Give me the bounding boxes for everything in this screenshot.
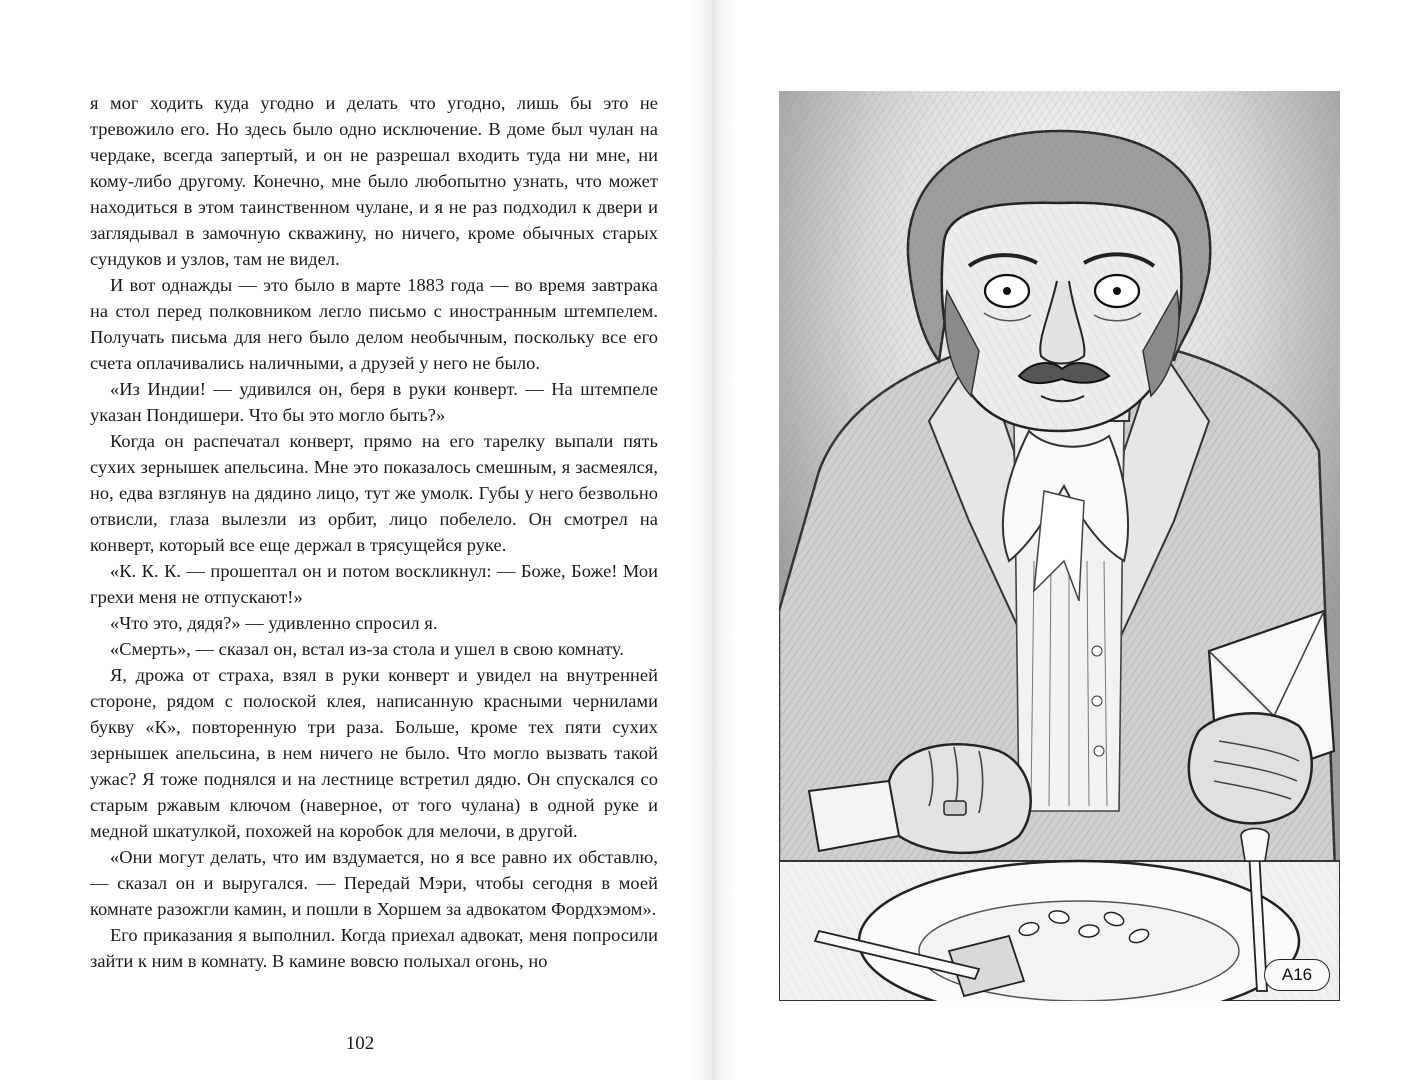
right-hand	[1189, 713, 1312, 823]
paragraph-4: Когда он распечатал конверт, прямо на его тарелку выпали пять сухих зернышек апельсина. Мне это показалось смешным, я засмеялся, но, едва взглянув на дядино лицо, тут же умолк. Губы у него безвольно отвисли, глаза вылезли из орбит, лицо побелело. Он смотрел на конверт, который все еще держал в трясущейся руке.	[90, 431, 658, 555]
paragraph-10: Его приказания я выполнил. Когда приехал адвокат, меня попросили зайти к ним в комнату. В камине вовсю полыхал огонь, но	[90, 925, 658, 971]
left-page	[90, 90, 658, 990]
paragraph-7: «Смерть», — сказал он, встал из-за стола и ушел в свою комнату.	[110, 639, 624, 659]
paragraph-6: «Что это, дядя?» — удивленно спросил я.	[110, 613, 438, 633]
paragraph-5: «К. К. К. — прошептал он и потом воскликнул: — Боже, Боже! Мои грехи меня не отпускают!»	[90, 561, 658, 607]
illustration-drawing	[779, 91, 1340, 1001]
page-number: 102	[345, 1033, 375, 1054]
paragraph-8: Я, дрожа от страха, взял в руки конверт и увидел на внутренней стороне, рядом с полоской клея, написанную красными чернилами букву «К», повторенную три раза. Больше, кроме тех пяти сухих зернышек апельсина, в нем ничего не было. Что могло вызвать такой ужас? Я тоже поднялся и на лестнице встретил дядю. Он спускался со старым ржавым ключом (наверное, от того чулана) в одной руке и медной шкатулкой, похожей на коробок для мелочи, в другой.	[90, 665, 658, 841]
book-gutter	[690, 0, 736, 1080]
page-text	[90, 90, 658, 974]
pencil-illustration-colonel	[779, 91, 1340, 1001]
illustrator-monogram: A16	[1264, 959, 1330, 991]
paragraph-9: «Они могут делать, что им вздумается, но я все равно их обставлю, — сказал он и выругался. — Передай Мэри, чтобы сегодня в моей комнате разожгли камин, и пошли в Хоршем за адвокатом Фордхэмом».	[90, 847, 658, 919]
paragraph-3: «Из Индии! — удивился он, беря в руки конверт. — На штемпеле указан Пондишери. Что бы это могло быть?»	[90, 379, 658, 425]
paragraph-2: И вот однажды — это было в марте 1883 года — во время завтрака на стол перед полковником легло письмо с иностранным штемпелем. Получать письма для него было делом необычным, поскольку все его счета оплачивались наличными, а друзей у него не было.	[90, 275, 658, 373]
paragraph-1: я мог ходить куда угодно и делать что угодно, лишь бы это не тревожило его. Но здесь было одно исключение. В доме был чулан на чердаке, всегда запертый, и он не разрешал входить туда ни мне, ни кому-либо другому. Конечно, мне было любопытно узнать, что может находиться в этом таинственном чулане, и я не раз подходил к двери и заглядывал в замочную скважину, но ничего, кроме обычных старых сундуков и узлов, там не видел.	[90, 93, 658, 269]
